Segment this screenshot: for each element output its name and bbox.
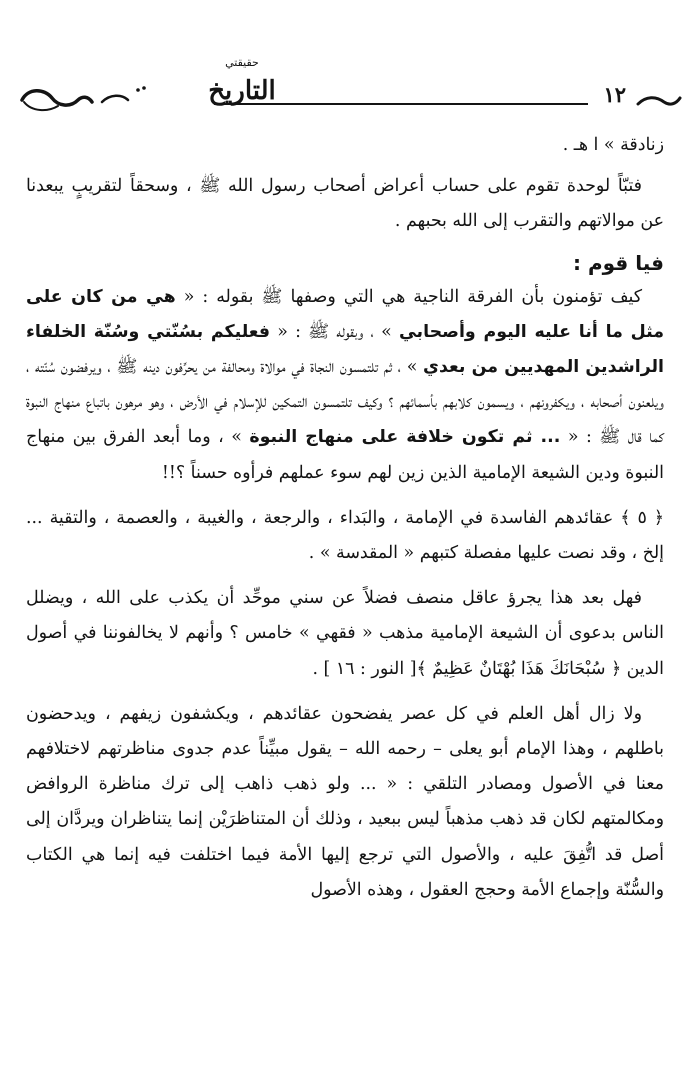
- page-number-ornament-icon: [634, 82, 682, 112]
- hadith-quote-1: هي من كان على مثل ما أنا عليه اليوم وأصحابي: [26, 286, 664, 342]
- paragraph-5: ولا زال أهل العلم في كل عصر يفضحون عقائدهم ، ويكشفون زيفهم ، ويدحضون باطلهم ، وهذا الإمام أبو يعلى – رحمه الله – يقول مبيِّناً عدم جدوى مناظرتهم لاختلافهم معنا في الأصول ومصادر التلقي : « ... ولو ذهب ذاهب إلى ترك مناظرة الروافض ومكالمتهم لكان قد ذهب مذهباً ليس ببعيد ، وذلك أن المتناظرَيْن إنما يتناظران ويردَّان إلى أصل قد اتُّفِقَ عليه ، والأصول التي ترجع إليها الأمة فيما اختلفت فيه إنما هي الكتاب والسُّنّة وإجماع الأمة وحجج العقول ، وهذه الأصول: [26, 703, 664, 900]
- hadith-quote-2: فعليكم بسُنّتي وسُنّة الخلفاء الراشدين المهديين من بعدي: [26, 321, 665, 378]
- para2-text-g: » ، وما أبعد الفرق بين منهاج النبوة ودين الشيعة الإمامية الذين زين لهم سوء عملهم فرأوه حسناً ؟!!: [26, 427, 664, 483]
- title-ornament-icon: [18, 78, 198, 118]
- book-title-small: حقيقتي: [225, 56, 259, 69]
- para2-text-e: » ، ثم تلتمسون النجاة في موالاة ومحالفة من يحرِّفون دينه ﷺ ، ويرفضون سُنّته ، ويلعنون أصحابه ، ويكفرونهم ، ويسمون كلابهم بأسمائهم ؟ وكيف تلتمسون التمكين للإسلام في الأرض ، وهو مرهون باتباع منهاج النبوة كما قال ﷺ : «: [26, 357, 665, 448]
- para2-text-c: » ، وبقوله ﷺ : «: [270, 321, 399, 342]
- para2-text-a: كيف تؤمنون بأن الفرقة الناجية هي التي وصفها ﷺ بقوله : «: [175, 286, 642, 307]
- header-rule: [214, 103, 588, 105]
- paragraph-4: فهل بعد هذا يجرؤ عاقل منصف فضلاً عن سني موحِّد أن يكذب على الله ، ويضلل الناس بدعوى أن الشيعة الإمامية مذهب « فقهي » خامس ؟ وأنهم لا يخالفوننا في أصول الدين ﴿ سُبْحَانَكَ هَذَا بُهْتَانٌ عَظِيمٌ ﴾[ النور : ١٦ ] .: [26, 588, 664, 679]
- page-number: ١٢: [603, 82, 626, 107]
- text-line-continuation: زنادقة » ا هـ .: [562, 135, 664, 155]
- section-heading: فيا قوم :: [573, 250, 664, 275]
- book-title: [194, 56, 290, 114]
- hadith-quote-3: ... ثم تكون خلافة على منهاج النبوة: [249, 427, 561, 448]
- paragraph-1: فتبّاً لوحدة تقوم على حساب أعراض أصحاب رسول الله ﷺ ، وسحقاً لتقريبٍ يبعدنا عن موالاتهم والتقرب إلى الله بحبهم .: [26, 176, 664, 232]
- page-body: [26, 128, 664, 908]
- paragraph-3: ﴿ ٥ ﴾ عقائدهم الفاسدة في الإمامة ، والبَداء ، والرجعة ، والغيبة ، والعصمة ، والتقية ... إلخ ، وقد نصت عليها مفصلة كتبهم « المقدسة » .: [26, 507, 664, 564]
- page-header: [18, 56, 682, 122]
- book-title-main: التاريخ: [208, 76, 276, 106]
- paragraph-2: [26, 280, 664, 491]
